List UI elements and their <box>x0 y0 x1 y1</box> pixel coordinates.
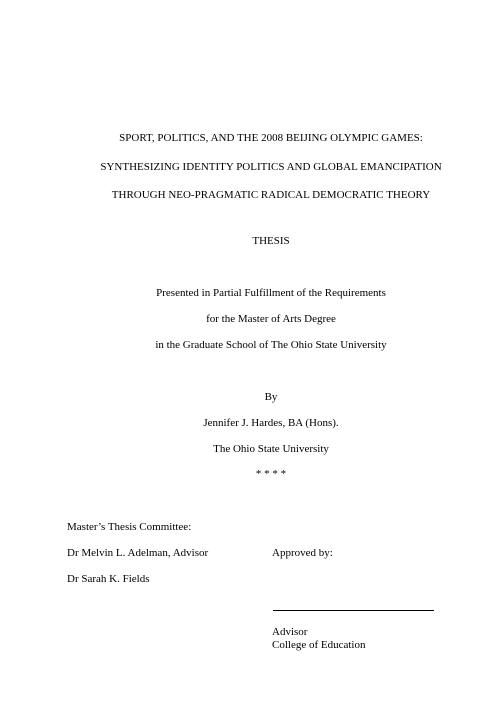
presented-line-2: for the Master of Arts Degree <box>206 313 336 325</box>
title-line-1: SPORT, POLITICS, AND THE 2008 BEIJING OLYMPIC GAMES: <box>119 132 423 144</box>
approved-by-label: Approved by: <box>272 547 333 559</box>
presented-line-1: Presented in Partial Fulfillment of the Requirements <box>156 287 386 299</box>
title-line-2: SYNTHESIZING IDENTITY POLITICS AND GLOBAL EMANCIPATION <box>100 160 442 173</box>
committee-member-advisor: Dr Melvin L. Adelman, Advisor <box>67 547 209 559</box>
approval-role: Advisor <box>272 626 308 638</box>
author-institution: The Ohio State University <box>213 443 329 455</box>
thesis-title <box>0 124 500 210</box>
committee-member: Dr Sarah K. Fields <box>67 573 150 585</box>
author-name: Jennifer J. Hardes, BA (Hons). <box>203 417 339 429</box>
document-type: THESIS <box>252 235 290 247</box>
by-label: By <box>264 391 278 403</box>
title-line-3: THROUGH NEO-PRAGMATIC RADICAL DEMOCRATIC THEORY <box>111 189 431 201</box>
presented-line-3: in the Graduate School of The Ohio State University <box>155 339 387 351</box>
signature-line <box>273 610 434 611</box>
committee-heading: Master’s Thesis Committee: <box>67 521 192 533</box>
approval-department: College of Education <box>272 639 366 651</box>
separator-asterisks: * * * * <box>255 468 287 480</box>
